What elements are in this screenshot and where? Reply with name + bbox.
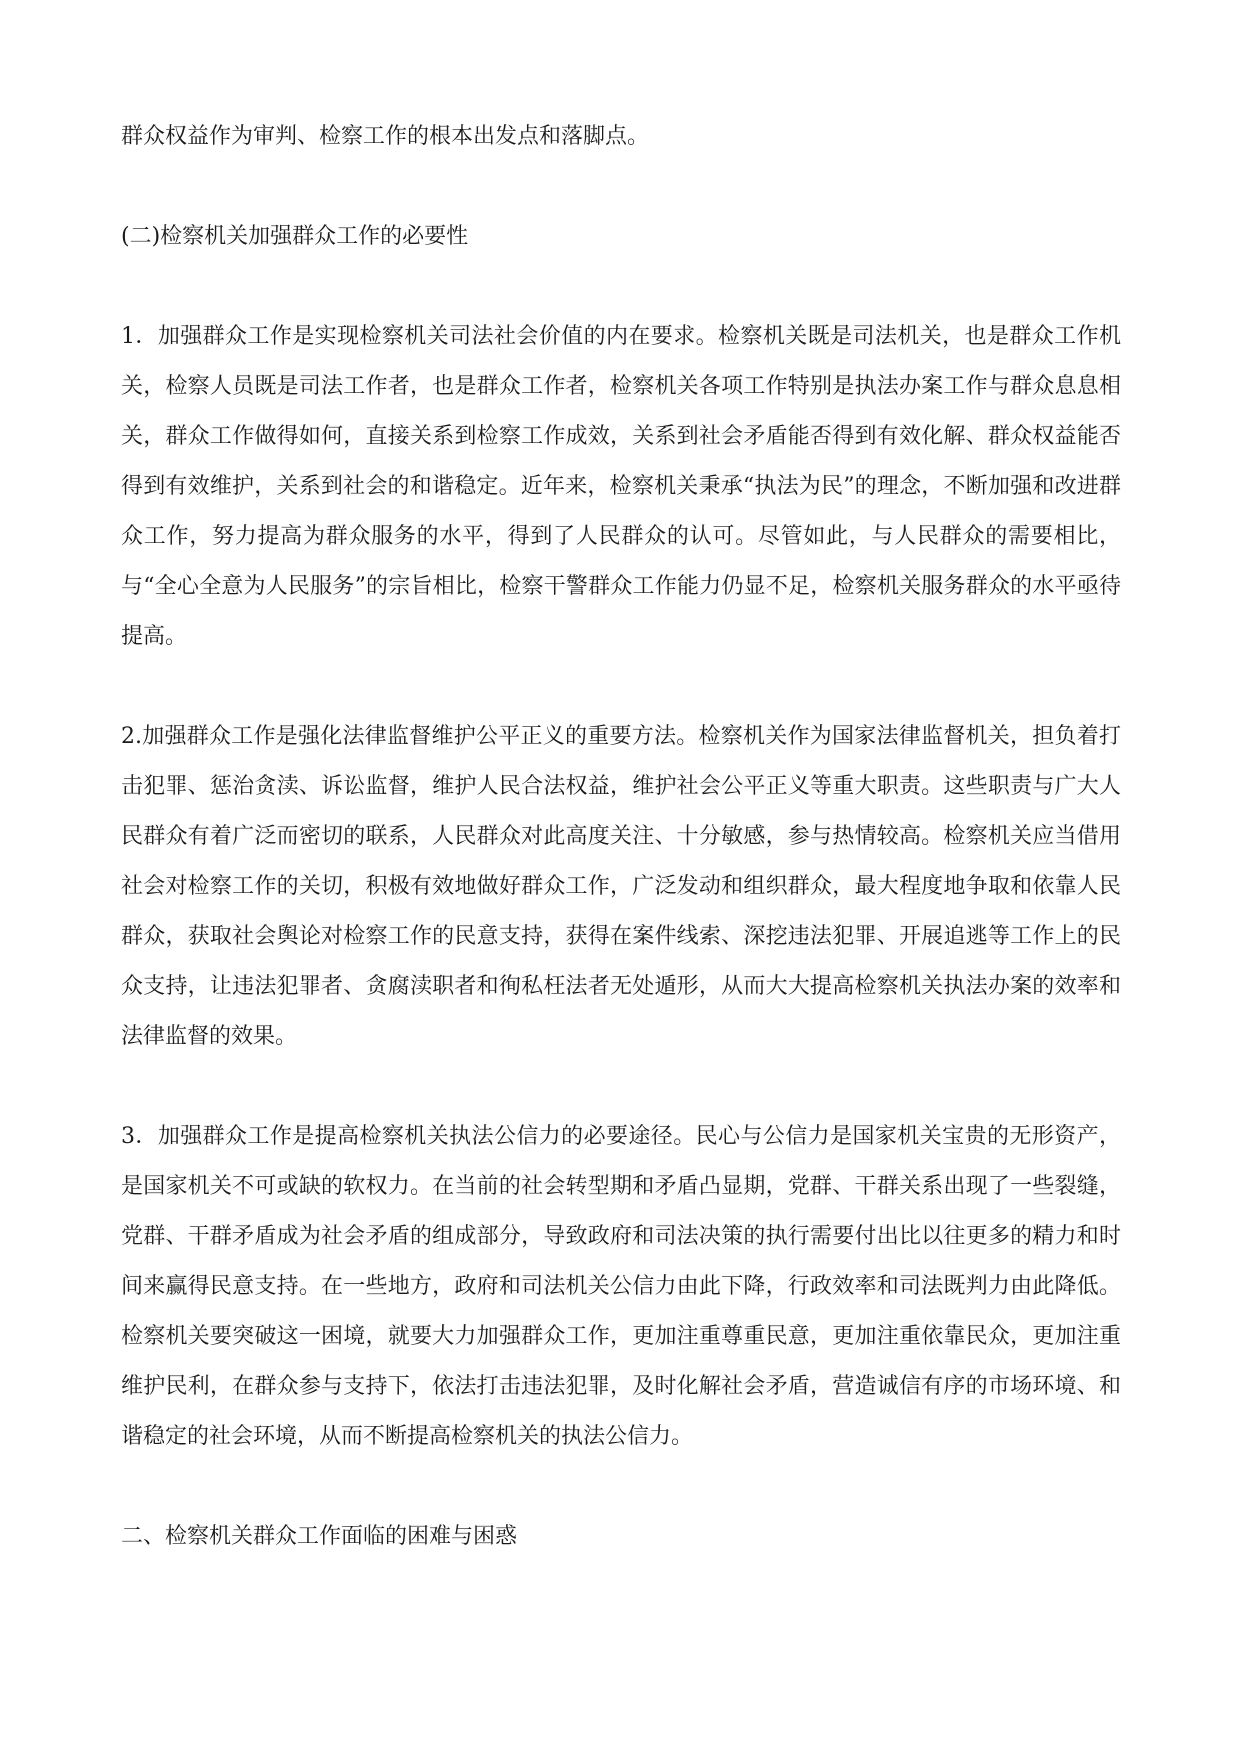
paragraph-point-2: 2.加强群众工作是强化法律监督维护公平正义的重要方法。检察机关作为国家法律监督机关，担负着打击犯罪、惩治贪渎、诉讼监督，维护人民合法权益，维护社会公平正义等重大职责。这些职责与广大人民群众有着广泛而密切的联系，人民群众对此高度关注、十分敏感，参与热情较高。检察机关应当借用社会对检察工作的关切，积极有效地做好群众工作，广泛发动和组织群众，最大程度地争取和依靠人民群众，获取社会舆论对检察工作的民意支持，获得在案件线索、深挖违法犯罪、开展追逃等工作上的民众支持，让违法犯罪者、贪腐渎职者和徇私枉法者无处遁形，从而大大提高检察机关执法办案的效率和法律监督的效果。 xyxy=(121,724,1121,1049)
paragraph-gap xyxy=(121,262,1121,312)
section-heading-difficulties: 二、检察机关群众工作面临的困难与困惑 xyxy=(121,1524,518,1549)
paragraph-gap xyxy=(121,662,1121,712)
paragraph-gap xyxy=(121,1462,1121,1512)
paragraph-continuation: 群众权益作为审判、检察工作的根本出发点和落脚点。 xyxy=(121,124,650,149)
section-heading-necessity: (二)检察机关加强群众工作的必要性 xyxy=(121,224,469,249)
paragraph-gap xyxy=(121,1062,1121,1112)
paragraph-point-3: 3．加强群众工作是提高检察机关执法公信力的必要途径。民心与公信力是国家机关宝贵的无形资产，是国家机关不可或缺的软权力。在当前的社会转型期和矛盾凸显期，党群、干群关系出现了一些裂缝，党群、干群矛盾成为社会矛盾的组成部分，导致政府和司法决策的执行需要付出比以往更多的精力和时间来赢得民意支持。在一些地方，政府和司法机关公信力由此下降，行政效率和司法既判力由此降低。检察机关要突破这一困境，就要大力加强群众工作，更加注重尊重民意，更加注重依靠民众，更加注重维护民利，在群众参与支持下，依法打击违法犯罪，及时化解社会矛盾，营造诚信有序的市场环境、和谐稳定的社会环境，从而不断提高检察机关的执法公信力。 xyxy=(121,1124,1121,1449)
paragraph-gap xyxy=(121,162,1121,212)
document-body xyxy=(121,112,1121,1562)
paragraph-point-1: 1．加强群众工作是实现检察机关司法社会价值的内在要求。检察机关既是司法机关，也是群众工作机关，检察人员既是司法工作者，也是群众工作者，检察机关各项工作特别是执法办案工作与群众息息相关，群众工作做得如何，直接关系到检察工作成效，关系到社会矛盾能否得到有效化解、群众权益能否得到有效维护，关系到社会的和谐稳定。近年来，检察机关秉承“执法为民”的理念，不断加强和改进群众工作，努力提高为群众服务的水平，得到了人民群众的认可。尽管如此，与人民群众的需要相比，与“全心全意为人民服务”的宗旨相比，检察干警群众工作能力仍显不足，检察机关服务群众的水平亟待提高。 xyxy=(121,324,1121,649)
